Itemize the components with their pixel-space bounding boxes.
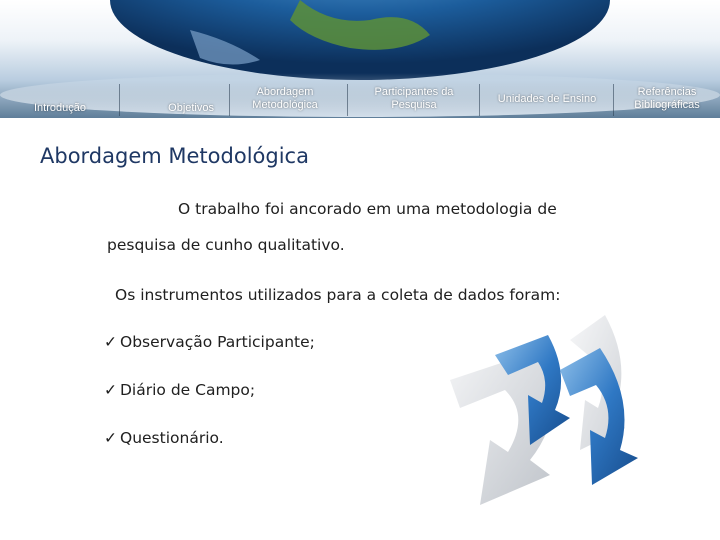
nav-label: Abordagem Metodológica bbox=[252, 86, 318, 111]
nav-bar bbox=[0, 80, 720, 118]
check-icon: ✓ bbox=[104, 381, 117, 399]
paragraph-line-2: pesquisa de cunho qualitativo. bbox=[107, 236, 345, 254]
nav-label: Introdução bbox=[34, 102, 86, 114]
curved-arrows-graphic bbox=[420, 300, 660, 530]
paragraph-line-1: O trabalho foi ancorado em uma metodologia de bbox=[178, 200, 557, 218]
page-title: Abordagem Metodológica bbox=[40, 144, 309, 168]
list-item bbox=[104, 429, 224, 447]
check-icon: ✓ bbox=[104, 429, 117, 447]
list-item-text: Questionário. bbox=[120, 429, 224, 447]
nav-label: Unidades de Ensino bbox=[497, 92, 597, 105]
nav-item-abordagem-metodologica[interactable] bbox=[230, 80, 348, 118]
list-item-text: Observação Participante; bbox=[120, 333, 315, 351]
instruments-intro: Os instrumentos utilizados para a coleta de dados foram: bbox=[115, 286, 561, 304]
check-icon: ✓ bbox=[104, 333, 117, 351]
nav-item-introducao[interactable] bbox=[0, 80, 120, 118]
nav-item-referencias-bibliograficas[interactable] bbox=[614, 80, 720, 118]
nav-label: Objetivos bbox=[168, 102, 214, 114]
list-item bbox=[104, 381, 255, 399]
nav-label: Participantes da Pesquisa bbox=[374, 86, 454, 111]
list-item-text: Diário de Campo; bbox=[120, 381, 256, 399]
nav-label: Referências Bibliográficas bbox=[634, 86, 700, 111]
list-item bbox=[104, 333, 315, 351]
nav-item-objetivos[interactable] bbox=[120, 80, 230, 118]
nav-item-participantes-da-pesquisa[interactable] bbox=[348, 80, 480, 118]
nav-item-unidades-de-ensino[interactable] bbox=[480, 80, 614, 118]
